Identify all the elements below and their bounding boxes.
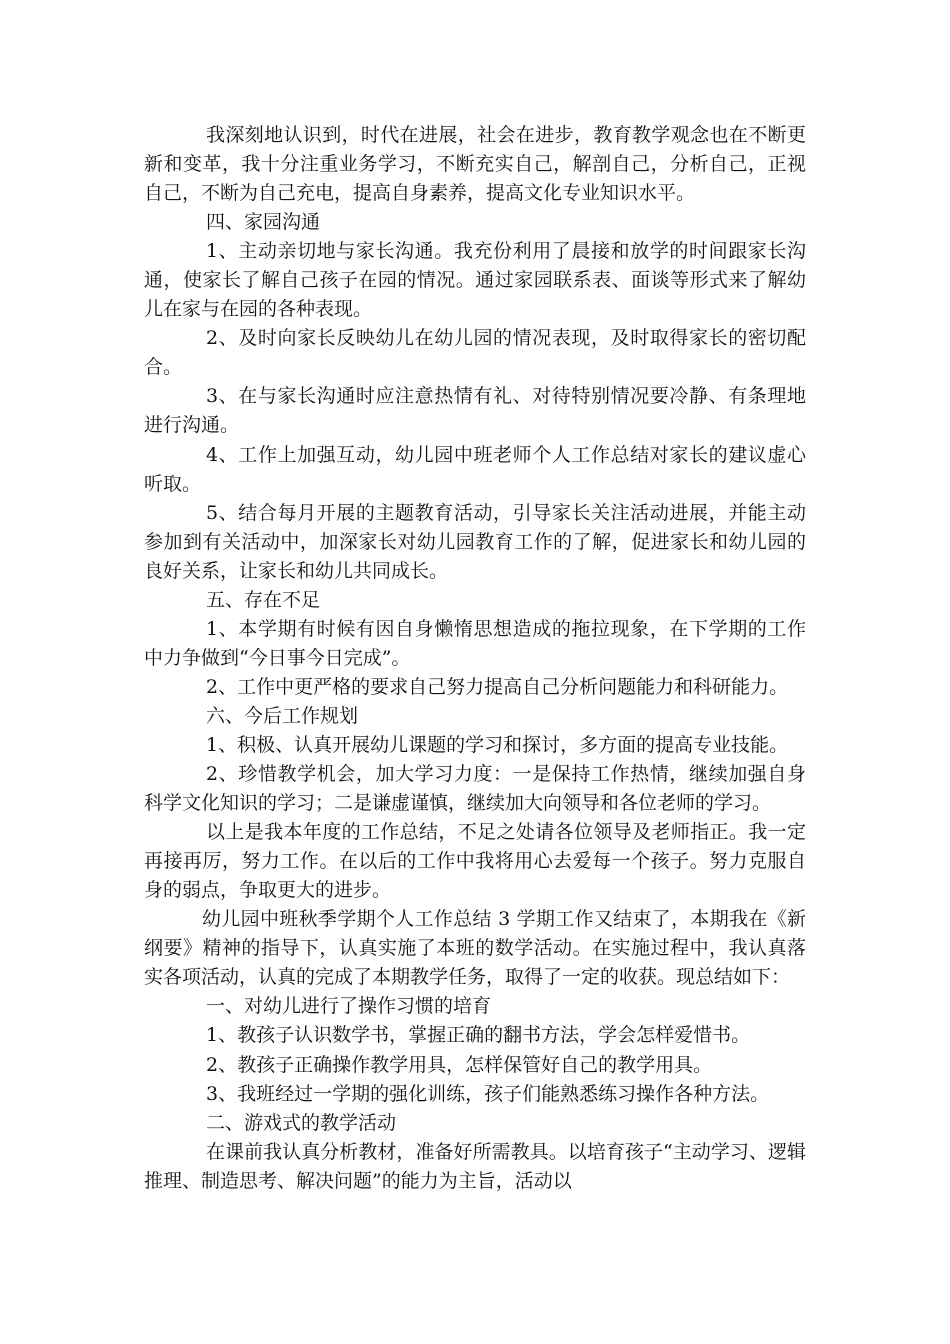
list-item-plan-2: 2、珍惜教学机会，加大学习力度：一是保持工作热情，继续加强自身科学文化知识的学习；二是谦虚谨慎，继续加大向领导和各位老师的学习。 — [144, 763, 806, 815]
paragraph-self-reflection: 我深刻地认识到，时代在进展，社会在进步，教育教学观念也在不断更新和变革，我十分注重业务学习，不断充实自己，解剖自己，分析自己，正视自己，不断为自己充电，提高自身素养，提高文化专业知识水平。 — [144, 124, 806, 205]
heading-future-plan: 六、今后工作规划 — [206, 704, 359, 727]
list-item-plan-1: 1、积极、认真开展幼儿课题的学习和探讨，多方面的提高专业技能。 — [206, 733, 789, 756]
list-item-communication-1: 1、主动亲切地与家长沟通。我充份利用了晨接和放学的时间跟家长沟通，使家长了解自己孩子在园的情况。通过家园联系表、面谈等形式来了解幼儿在家与在园的各种表现。 — [144, 240, 806, 321]
list-item-habit-1: 1、教孩子认识数学书，掌握正确的翻书方法，学会怎样爱惜书。 — [206, 1024, 751, 1047]
list-item-communication-3: 3、在与家长沟通时应注意热情有礼、对待特别情况要冷静、有条理地进行沟通。 — [144, 385, 806, 437]
list-item-shortcoming-2: 2、工作中更严格的要求自己努力提高自己分析问题能力和科研能力。 — [206, 675, 789, 698]
paragraph-lesson-preparation: 在课前我认真分析教材，准备好所需教具。以培育孩子“主动学习、逻辑推理、制造思考、解决问题”的能力为主旨，活动以 — [144, 1140, 806, 1192]
heading-game-teaching: 二、游戏式的教学活动 — [206, 1111, 397, 1134]
list-item-communication-5: 5、结合每月开展的主题教育活动，引导家长关注活动进展，并能主动参加到有关活动中，加深家长对幼儿园教育工作的了解，促进家长和幼儿园的良好关系，让家长和幼儿共同成长。 — [144, 501, 806, 582]
list-item-communication-2: 2、及时向家长反映幼儿在幼儿园的情况表现，及时取得家长的密切配合。 — [144, 327, 806, 379]
paragraph-summary-3-intro: 幼儿园中班秋季学期个人工作总结 3 学期工作又结束了，本期我在《新纲要》精神的指导下，认真实施了本班的数学活动。在实施过程中，我认真落实各项活动，认真的完成了本期教学任务，取得了一定的收获。现总结如下： — [144, 908, 806, 989]
list-item-habit-3: 3、我班经过一学期的强化训练，孩子们能熟悉练习操作各种方法。 — [206, 1082, 770, 1105]
document-body — [144, 121, 806, 1196]
list-item-habit-2: 2、教孩子正确操作教学用具，怎样保管好自己的教学用具。 — [206, 1053, 713, 1076]
heading-home-school-communication: 四、家园沟通 — [206, 211, 321, 234]
heading-shortcomings: 五、存在不足 — [206, 588, 321, 611]
list-item-communication-4: 4、工作上加强互动，幼儿园中班老师个人工作总结对家长的建议虚心听取。 — [144, 443, 806, 495]
heading-operation-habits: 一、对幼儿进行了操作习惯的培育 — [206, 995, 492, 1018]
list-item-shortcoming-1: 1、本学期有时候有因自身懒惰思想造成的拖拉现象，在下学期的工作中力争做到“今日事今日完成”。 — [144, 617, 806, 669]
paragraph-closing: 以上是我本年度的工作总结，不足之处请各位领导及老师指正。我一定再接再厉，努力工作。在以后的工作中我将用心去爱每一个孩子。努力克服自身的弱点，争取更大的进步。 — [144, 821, 806, 902]
